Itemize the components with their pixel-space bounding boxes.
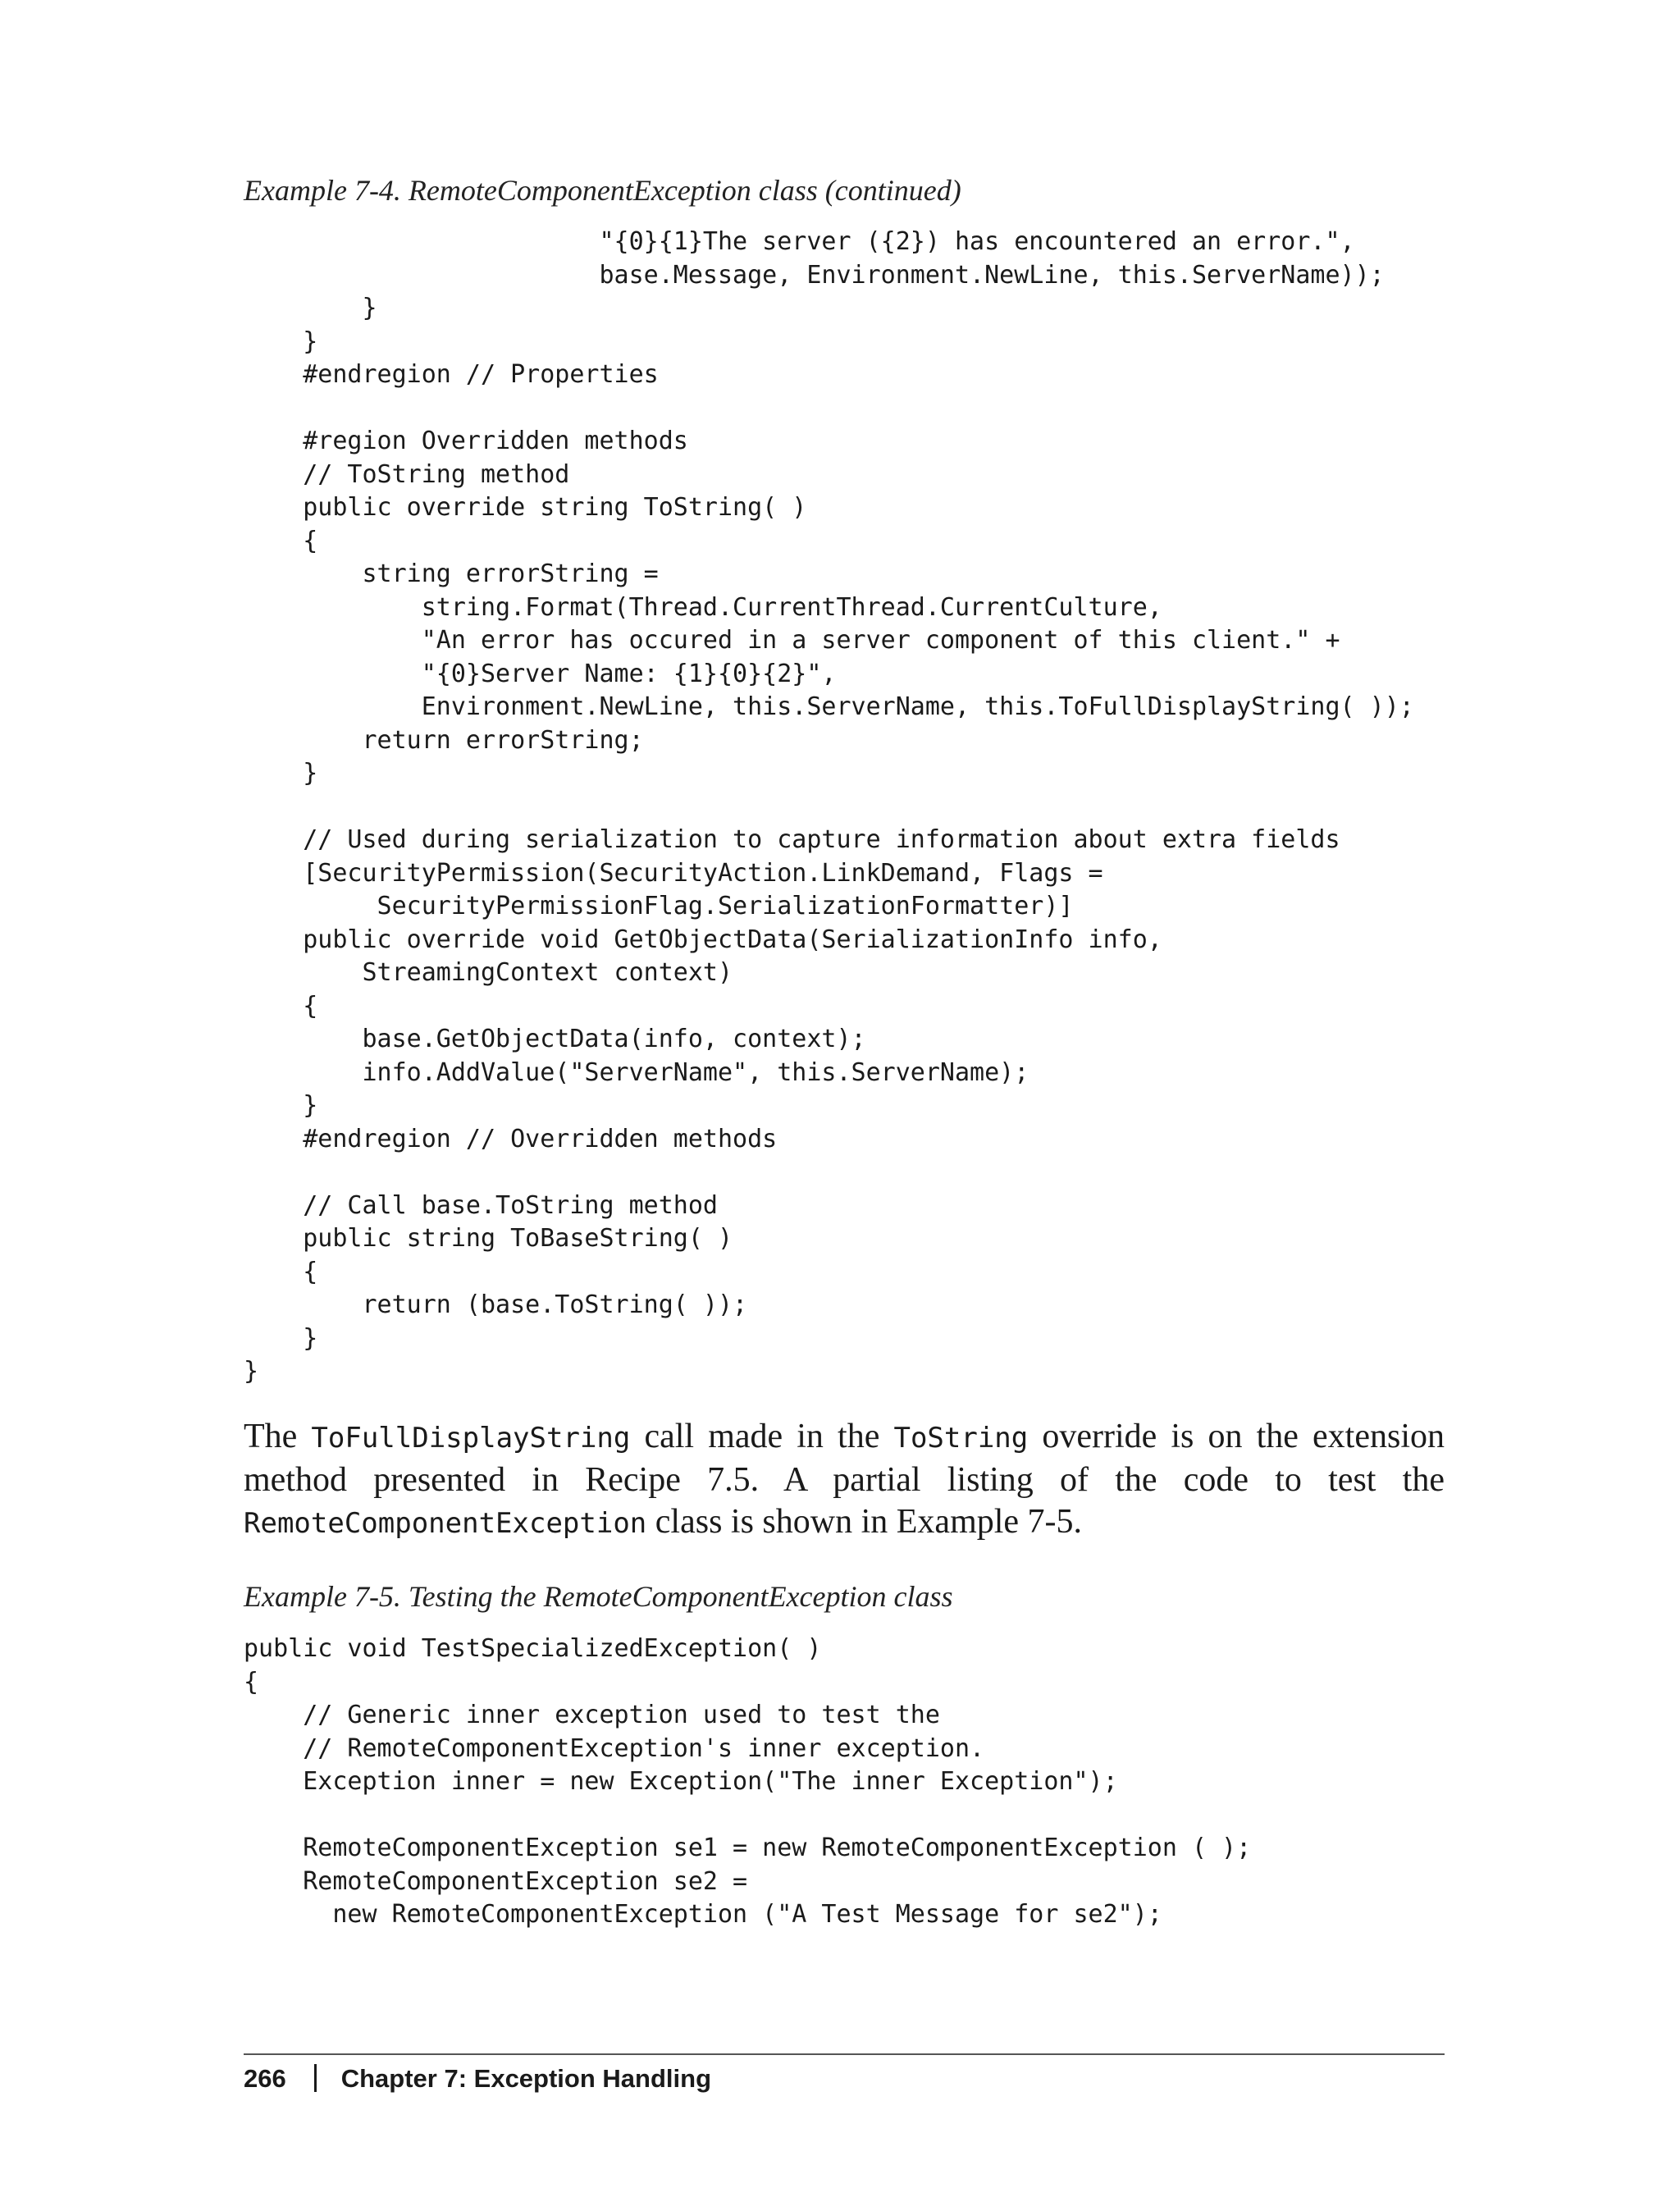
code-line: Environment.NewLine, this.ServerName, this.ToFullDisplayString( ));	[244, 692, 1414, 721]
code-line: base.Message, Environment.NewLine, this.ServerName));	[244, 260, 1385, 290]
code-line: RemoteComponentException se1 = new RemoteComponentException ( );	[244, 1834, 1252, 1862]
code-line: #region Overridden methods	[244, 427, 688, 455]
footer-rule	[244, 2053, 1445, 2055]
code-line: {	[244, 1257, 318, 1286]
code-line: return errorString;	[244, 725, 644, 755]
code-line: "An error has occured in a server component of this client." +	[244, 626, 1340, 655]
code-line	[244, 392, 1414, 426]
code-line: }	[244, 1357, 259, 1386]
code-line: // Call base.ToString method	[244, 1190, 718, 1220]
code-line: {	[244, 991, 318, 1021]
code-line: }	[244, 759, 318, 788]
code-line: #endregion // Overridden methods	[244, 1124, 778, 1153]
code-line	[244, 1799, 1251, 1833]
code-line: "{0}{1}The server ({2}) has encountered an error.",	[244, 227, 1355, 256]
paragraph-text: call made in the	[630, 1418, 894, 1455]
code-line: public string ToBaseString( )	[244, 1224, 733, 1253]
code-line: string errorString =	[244, 559, 659, 588]
code-line: return (base.ToString( ));	[244, 1290, 748, 1319]
code-line: info.AddValue("ServerName", this.ServerName);	[244, 1057, 1029, 1087]
page-number: 266	[244, 2064, 286, 2093]
inline-code-tostring: ToString	[893, 1422, 1029, 1455]
example-7-5-caption: Example 7-5. Testing the RemoteComponentException class	[244, 1580, 953, 1613]
paragraph-line-1	[244, 1416, 1445, 1459]
paragraph-text: override is on the extension	[1028, 1418, 1445, 1455]
code-line: }	[244, 1323, 318, 1353]
footer-separator	[314, 2064, 317, 2092]
code-line: {	[244, 526, 318, 555]
code-line: new RemoteComponentException ("A Test Message for se2");	[244, 1900, 1162, 1929]
code-line: base.GetObjectData(info, context);	[244, 1025, 866, 1053]
code-line	[244, 1156, 1414, 1190]
code-line: string.Format(Thread.CurrentThread.CurrentCulture,	[244, 592, 1162, 622]
inline-code-tofulldisplaystring: ToFullDisplayString	[311, 1422, 631, 1455]
code-line: }	[244, 1091, 318, 1120]
code-line: public override string ToString( )	[244, 493, 807, 522]
code-line: public void TestSpecializedException( )	[244, 1634, 822, 1663]
page-footer	[244, 2061, 711, 2097]
code-line: {	[244, 1667, 259, 1697]
chapter-title: Chapter 7: Exception Handling	[340, 2064, 712, 2093]
code-line: #endregion // Properties	[244, 360, 659, 389]
paragraph-line-3	[244, 1501, 1445, 1545]
code-line: StreamingContext context)	[244, 958, 733, 987]
code-line: "{0}Server Name: {1}{0}{2}",	[244, 659, 837, 688]
code-line: [SecurityPermission(SecurityAction.LinkDemand, Flags =	[244, 858, 1103, 888]
code-line: // RemoteComponentException's inner exception.	[244, 1733, 985, 1763]
example-7-4-code-block	[244, 226, 1414, 1389]
example-7-4-caption: Example 7-4. RemoteComponentException class (continued)	[244, 174, 961, 207]
body-paragraph	[244, 1416, 1445, 1545]
code-line: Exception inner = new Exception("The inner Exception");	[244, 1767, 1118, 1796]
code-line: }	[244, 294, 377, 322]
code-line: public override void GetObjectData(SerializationInfo info,	[244, 925, 1162, 954]
inline-code-remotecomponentexception: RemoteComponentException	[244, 1507, 647, 1540]
example-7-5-code-block	[244, 1633, 1251, 1932]
code-line: // ToString method	[244, 459, 570, 489]
paragraph-text: The	[244, 1418, 312, 1455]
code-line: SecurityPermissionFlag.SerializationFormatter)]	[244, 892, 1074, 920]
code-line: // Used during serialization to capture information about extra fields	[244, 825, 1340, 854]
code-line: RemoteComponentException se2 =	[244, 1866, 748, 1896]
code-line: // Generic inner exception used to test the	[244, 1701, 940, 1729]
paragraph-text: class is shown in Example 7-5.	[646, 1503, 1083, 1541]
paragraph-line-2: method presented in Recipe 7.5. A partial listing of the code to test the	[244, 1461, 1445, 1499]
code-line	[244, 791, 1414, 824]
code-line: }	[244, 327, 318, 356]
